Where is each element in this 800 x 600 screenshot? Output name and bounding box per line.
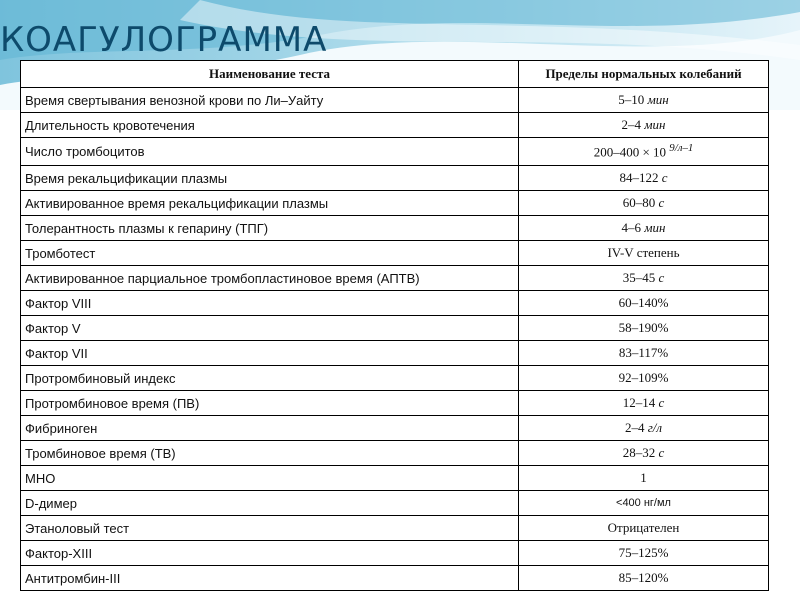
normal-range-cell <box>519 316 769 341</box>
test-name-cell: Время свертывания венозной крови по Ли–Уайту <box>21 88 519 113</box>
normal-range-cell <box>519 138 769 166</box>
test-name-cell: Антитромбин-III <box>21 566 519 591</box>
test-name-cell: D-димер <box>21 491 519 516</box>
column-header-normal-range: Пределы нормальных колебаний <box>519 61 769 88</box>
table-row <box>21 316 769 341</box>
range-value: 60–140% <box>618 295 669 310</box>
column-header-test-name: Наименование теста <box>21 61 519 88</box>
range-value: 12–14 <box>622 395 656 410</box>
table-row <box>21 138 769 166</box>
normal-range-cell <box>519 88 769 113</box>
table-row <box>21 466 769 491</box>
table-row <box>21 291 769 316</box>
normal-range-cell <box>519 341 769 366</box>
test-name-cell: Тромботест <box>21 241 519 266</box>
test-name-cell: Активированное время рекальцификации плазмы <box>21 191 519 216</box>
normal-range-cell <box>519 516 769 541</box>
range-value: 200–400 × 10 <box>593 144 667 160</box>
normal-range-cell <box>519 491 769 516</box>
test-name-cell: Длительность кровотечения <box>21 113 519 138</box>
table-row <box>21 416 769 441</box>
range-value: 2–4 <box>624 420 645 435</box>
test-name-cell: МНО <box>21 466 519 491</box>
test-name-cell: Фибриноген <box>21 416 519 441</box>
table-row <box>21 441 769 466</box>
test-name-cell: Активированное парциальное тромбопластиновое время (АПТВ) <box>21 266 519 291</box>
table-row <box>21 491 769 516</box>
coagulogram-table <box>20 60 769 591</box>
normal-range-cell <box>519 216 769 241</box>
table-row <box>21 566 769 591</box>
range-value: 85–120% <box>618 570 669 585</box>
table-header-row <box>21 61 769 88</box>
normal-range-cell <box>519 366 769 391</box>
normal-range-cell <box>519 441 769 466</box>
table-row <box>21 541 769 566</box>
range-value: 5–10 <box>618 92 645 107</box>
normal-range-cell <box>519 241 769 266</box>
table-row <box>21 216 769 241</box>
range-unit: с <box>661 170 668 185</box>
table-row <box>21 366 769 391</box>
normal-range-cell <box>519 541 769 566</box>
table-row <box>21 241 769 266</box>
test-name-cell: Протромбиновое время (ПВ) <box>21 391 519 416</box>
test-name-cell: Фактор VII <box>21 341 519 366</box>
table-row <box>21 191 769 216</box>
range-value: 1 <box>640 470 647 485</box>
range-unit: с <box>658 270 665 285</box>
normal-range-cell <box>519 466 769 491</box>
normal-range-cell <box>519 291 769 316</box>
table-row <box>21 266 769 291</box>
range-value: 35–45 <box>622 270 656 285</box>
range-value: 4–6 <box>621 220 641 235</box>
slide-title: КОАГУЛОГРАММА <box>0 20 328 60</box>
test-name-cell: Число тромбоцитов <box>21 138 519 166</box>
normal-range-cell <box>519 416 769 441</box>
table-row <box>21 166 769 191</box>
normal-range-cell <box>519 113 769 138</box>
range-unit: с <box>658 195 665 210</box>
test-name-cell: Этаноловый тест <box>21 516 519 541</box>
test-name-cell: Толерантность плазмы к гепарину (ТПГ) <box>21 216 519 241</box>
range-value: 60–80 <box>622 195 656 210</box>
test-name-cell: Фактор-XIII <box>21 541 519 566</box>
range-unit: г/л <box>647 420 663 435</box>
range-unit: 9/л–1 <box>669 142 694 155</box>
range-value: <400 нг/мл <box>616 497 671 509</box>
table-row <box>21 88 769 113</box>
range-unit: мин <box>644 117 666 132</box>
test-name-cell: Протромбиновый индекс <box>21 366 519 391</box>
table-row <box>21 341 769 366</box>
table-row <box>21 516 769 541</box>
table-row <box>21 391 769 416</box>
range-value: 28–32 <box>622 445 656 460</box>
test-name-cell: Время рекальцификации плазмы <box>21 166 519 191</box>
normal-range-cell <box>519 266 769 291</box>
normal-range-cell <box>519 166 769 191</box>
range-value: 58–190% <box>618 320 669 335</box>
range-value: 2–4 <box>621 117 641 132</box>
range-value: 92–109% <box>618 370 669 385</box>
test-name-cell: Фактор V <box>21 316 519 341</box>
normal-range-cell <box>519 191 769 216</box>
range-unit: с <box>658 395 665 410</box>
normal-range-cell <box>519 566 769 591</box>
range-value: 75–125% <box>618 545 669 560</box>
range-value: 83–117% <box>618 345 669 360</box>
range-unit: с <box>658 445 665 460</box>
table-row <box>21 113 769 138</box>
range-value: IV-V степень <box>607 245 680 260</box>
normal-range-cell <box>519 391 769 416</box>
range-unit: мин <box>647 92 669 107</box>
range-unit: мин <box>644 220 666 235</box>
test-name-cell: Фактор VIII <box>21 291 519 316</box>
range-value: Отрицателен <box>607 520 680 535</box>
range-value: 84–122 <box>619 170 659 185</box>
test-name-cell: Тромбиновое время (ТВ) <box>21 441 519 466</box>
